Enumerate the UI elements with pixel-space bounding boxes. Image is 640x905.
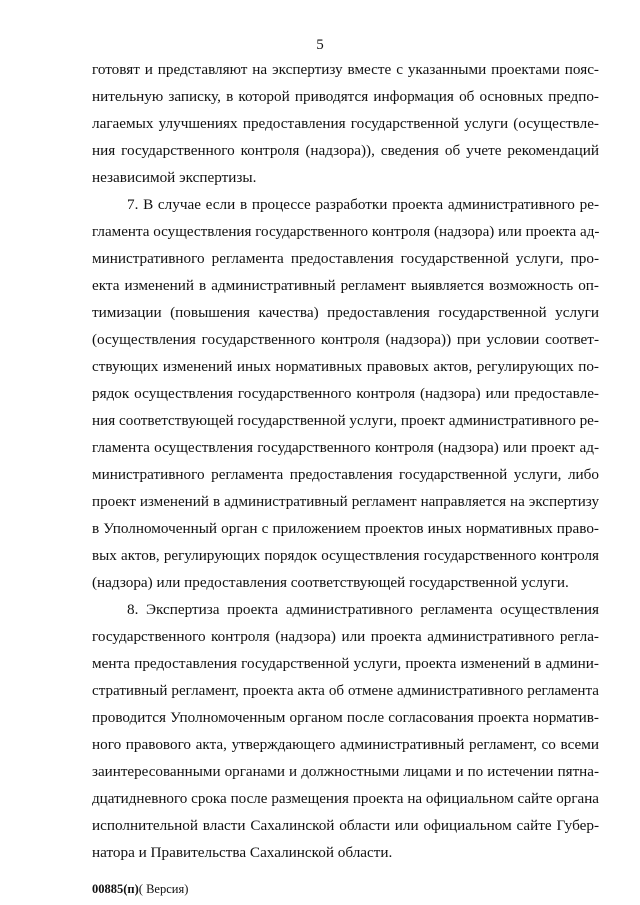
text-line: ния соответствующей государственной услуги, проект административного ре- — [92, 412, 599, 429]
text-line: 8. Экспертиза проекта административного регламента осуществления — [127, 601, 599, 618]
text-line: ствующих изменений иных нормативных правовых актов, регулирующих по- — [92, 358, 599, 375]
text-line: заинтересованными органами и должностными лицами и по истечении пятна- — [92, 764, 599, 780]
text-line: проводится Уполномоченным органом после согласования проекта норматив- — [92, 709, 599, 726]
document-version: ( Версия) — [138, 882, 189, 896]
text-line: (осуществления государственного контроля (надзора)) при условии соответ- — [92, 331, 599, 348]
text-line: 7. В случае если в процессе разработки проекта административного ре- — [127, 196, 599, 213]
text-line: (надзора) или предоставления соответствующей государственной услуги. — [92, 574, 569, 591]
text-line: натора и Правительства Сахалинской области. — [92, 844, 393, 861]
text-line: дцатидневного срока после размещения проекта на официальном сайте органа — [92, 791, 599, 807]
document-footer — [92, 881, 188, 897]
text-line: проект изменений в административный регламент направляется на экспертизу — [92, 494, 599, 510]
text-line: нительную записку, в которой приводятся информация об основных предпо- — [92, 88, 599, 105]
text-line: екта изменений в административный регламент выявляется возможность оп- — [92, 277, 599, 294]
text-line: министративного регламента предоставления государственной услуги, либо — [92, 466, 599, 483]
text-line: мента предоставления государственной услуги, проекта изменений в админи- — [92, 655, 599, 672]
text-line: вых актов, регулирующих порядок осуществления государственного контроля — [92, 548, 599, 564]
text-line: гламента осуществления государственного контроля (надзора) или проект ад- — [92, 439, 599, 456]
text-line: исполнительной власти Сахалинской области или официальном сайте Губер- — [92, 817, 599, 834]
text-line: гламента осуществления государственного контроля (надзора) или проекта ад- — [92, 224, 600, 240]
document-code: 00885(п) — [92, 882, 139, 896]
text-line: министративного регламента предоставления государственной услуги, про- — [92, 250, 599, 267]
text-line: ного правового акта, утверждающего административный регламент, со всеми — [92, 736, 599, 753]
text-line: независимой экспертизы. — [92, 169, 257, 186]
text-line: готовят и представляют на экспертизу вместе с указанными проектами пояс- — [92, 61, 599, 78]
text-line: государственного контроля (надзора) или проекта административного регла- — [92, 628, 599, 645]
text-line: ния государственного контроля (надзора)), сведения об учете рекомендаций — [92, 142, 599, 159]
text-line: стративный регламент, проекта акта об отмене административного регламента — [92, 683, 599, 699]
text-line: тимизации (повышения качества) предоставления государственной услуги — [92, 304, 599, 321]
page-number: 5 — [316, 37, 324, 53]
text-line: рядок осуществления государственного контроля (надзора) или предоставле- — [92, 385, 599, 402]
text-line: в Уполномоченный орган с приложением проектов иных нормативных право- — [92, 520, 599, 537]
text-line: лагаемых улучшениях предоставления государственной услуги (осуществле- — [92, 115, 599, 132]
